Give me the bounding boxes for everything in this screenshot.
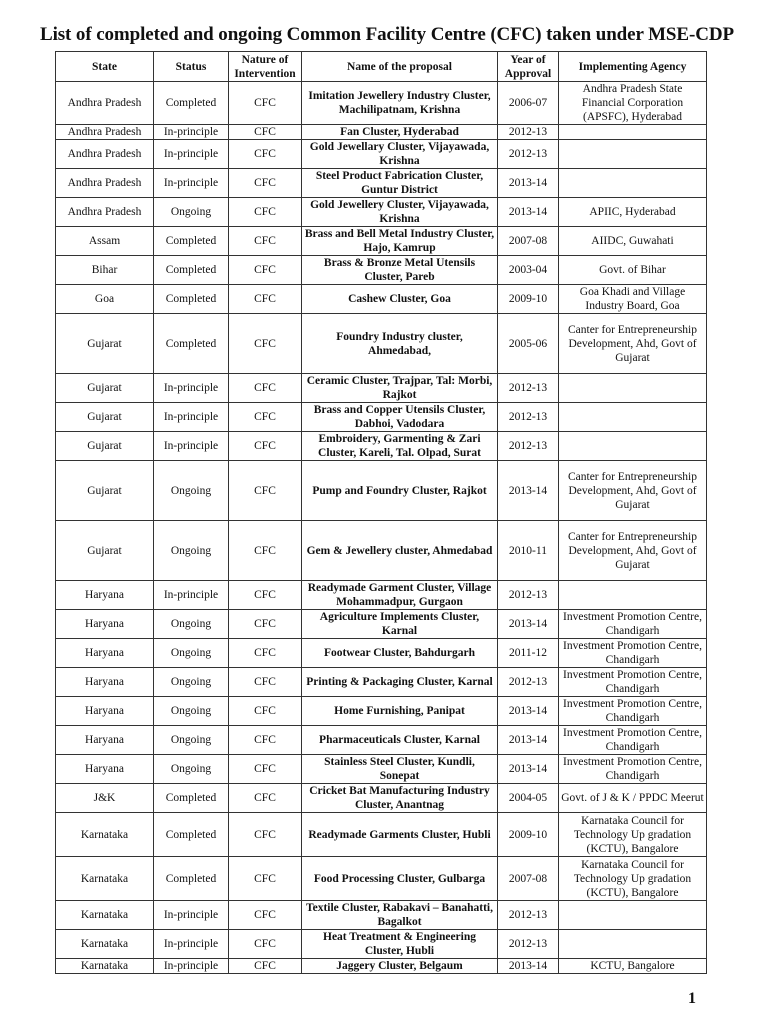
cell-proposal: Agriculture Implements Cluster, Karnal [302, 610, 498, 639]
cell-nature: CFC [229, 198, 302, 227]
cell-status: In-principle [154, 959, 229, 974]
cell-proposal: Embroidery, Garmenting & Zari Cluster, Kareli, Tal. Olpad, Surat [302, 432, 498, 461]
cell-nature: CFC [229, 726, 302, 755]
cell-status: In-principle [154, 581, 229, 610]
cell-proposal: Printing & Packaging Cluster, Karnal [302, 668, 498, 697]
cfc-table [55, 51, 707, 974]
table-row [56, 169, 707, 198]
cell-nature: CFC [229, 901, 302, 930]
cell-year: 2004-05 [498, 784, 559, 813]
cell-nature: CFC [229, 930, 302, 959]
cell-status: In-principle [154, 930, 229, 959]
cell-state: Gujarat [56, 521, 154, 581]
header-status: Status [154, 52, 229, 82]
cell-agency: Karnataka Council for Technology Up gradation (KCTU), Bangalore [559, 813, 707, 857]
cell-nature: CFC [229, 403, 302, 432]
table-row [56, 755, 707, 784]
cell-agency: Govt. of Bihar [559, 256, 707, 285]
cell-state: Gujarat [56, 403, 154, 432]
cell-state: Andhra Pradesh [56, 198, 154, 227]
cell-proposal: Gold Jewellary Cluster, Vijayawada, Krishna [302, 140, 498, 169]
cell-agency [559, 403, 707, 432]
cell-year: 2013-14 [498, 461, 559, 521]
cell-state: Haryana [56, 755, 154, 784]
cell-agency: APIIC, Hyderabad [559, 198, 707, 227]
cell-nature: CFC [229, 784, 302, 813]
cell-proposal: Steel Product Fabrication Cluster, Guntur District [302, 169, 498, 198]
cell-nature: CFC [229, 521, 302, 581]
cell-state: Karnataka [56, 857, 154, 901]
cell-proposal: Cashew Cluster, Goa [302, 285, 498, 314]
header-year: Year of Approval [498, 52, 559, 82]
cell-agency [559, 432, 707, 461]
cell-agency: Govt. of J & K / PPDC Meerut [559, 784, 707, 813]
cell-year: 2007-08 [498, 227, 559, 256]
cell-status: Ongoing [154, 639, 229, 668]
table-row [56, 227, 707, 256]
table-row [56, 857, 707, 901]
cell-proposal: Brass and Copper Utensils Cluster, Dabhoi, Vadodara [302, 403, 498, 432]
table-row [56, 784, 707, 813]
cell-proposal: Heat Treatment & Engineering Cluster, Hubli [302, 930, 498, 959]
table-row [56, 140, 707, 169]
table-row [56, 125, 707, 140]
cell-year: 2013-14 [498, 755, 559, 784]
cell-nature: CFC [229, 432, 302, 461]
cell-agency [559, 901, 707, 930]
cell-agency: Investment Promotion Centre, Chandigarh [559, 668, 707, 697]
cell-proposal: Readymade Garments Cluster, Hubli [302, 813, 498, 857]
cell-agency [559, 140, 707, 169]
cell-state: Bihar [56, 256, 154, 285]
cell-nature: CFC [229, 461, 302, 521]
cell-state: Andhra Pradesh [56, 169, 154, 198]
cell-state: Haryana [56, 581, 154, 610]
table-row [56, 256, 707, 285]
cell-state: Goa [56, 285, 154, 314]
cell-year: 2012-13 [498, 403, 559, 432]
cell-year: 2013-14 [498, 959, 559, 974]
cell-status: In-principle [154, 374, 229, 403]
cell-state: Gujarat [56, 314, 154, 374]
table-row [56, 930, 707, 959]
cell-proposal: Gem & Jewellery cluster, Ahmedabad [302, 521, 498, 581]
cell-status: In-principle [154, 403, 229, 432]
table-header-row [56, 52, 707, 82]
cell-year: 2012-13 [498, 901, 559, 930]
cell-nature: CFC [229, 755, 302, 784]
cell-year: 2013-14 [498, 726, 559, 755]
cell-proposal: Home Furnishing, Panipat [302, 697, 498, 726]
cell-state: Andhra Pradesh [56, 82, 154, 125]
cell-proposal: Readymade Garment Cluster, Village Mohammadpur, Gurgaon [302, 581, 498, 610]
cell-year: 2013-14 [498, 198, 559, 227]
cell-state: Karnataka [56, 813, 154, 857]
cell-status: Ongoing [154, 521, 229, 581]
table-row [56, 82, 707, 125]
cell-proposal: Pump and Foundry Cluster, Rajkot [302, 461, 498, 521]
table-row [56, 901, 707, 930]
cell-status: In-principle [154, 125, 229, 140]
header-state: State [56, 52, 154, 82]
cell-state: Karnataka [56, 959, 154, 974]
cell-nature: CFC [229, 256, 302, 285]
cell-proposal: Gold Jewellery Cluster, Vijayawada, Krishna [302, 198, 498, 227]
cell-status: Completed [154, 857, 229, 901]
cell-status: Completed [154, 784, 229, 813]
cell-proposal: Fan Cluster, Hyderabad [302, 125, 498, 140]
table-row [56, 432, 707, 461]
cell-state: Karnataka [56, 901, 154, 930]
cell-nature: CFC [229, 668, 302, 697]
cell-year: 2012-13 [498, 432, 559, 461]
cell-status: In-principle [154, 432, 229, 461]
cell-year: 2012-13 [498, 374, 559, 403]
cell-agency: Investment Promotion Centre, Chandigarh [559, 726, 707, 755]
cell-nature: CFC [229, 959, 302, 974]
cell-proposal: Textile Cluster, Rabakavi – Banahatti, Bagalkot [302, 901, 498, 930]
cell-nature: CFC [229, 857, 302, 901]
table-row [56, 198, 707, 227]
cell-state: Gujarat [56, 461, 154, 521]
table-row [56, 314, 707, 374]
table-row [56, 697, 707, 726]
cell-state: Andhra Pradesh [56, 125, 154, 140]
table-row [56, 374, 707, 403]
header-nature: Nature of Intervention [229, 52, 302, 82]
table-row [56, 521, 707, 581]
cell-nature: CFC [229, 610, 302, 639]
cell-status: Completed [154, 227, 229, 256]
cell-year: 2010-11 [498, 521, 559, 581]
cell-agency: Canter for Entrepreneurship Development, Ahd, Govt of Gujarat [559, 521, 707, 581]
cell-year: 2005-06 [498, 314, 559, 374]
cell-year: 2011-12 [498, 639, 559, 668]
table-row [56, 581, 707, 610]
cell-proposal: Jaggery Cluster, Belgaum [302, 959, 498, 974]
cell-nature: CFC [229, 314, 302, 374]
cell-nature: CFC [229, 125, 302, 140]
cell-agency: Investment Promotion Centre, Chandigarh [559, 639, 707, 668]
cell-nature: CFC [229, 227, 302, 256]
cell-state: Karnataka [56, 930, 154, 959]
cell-year: 2013-14 [498, 169, 559, 198]
cell-agency: Karnataka Council for Technology Up gradation (KCTU), Bangalore [559, 857, 707, 901]
cell-status: Ongoing [154, 610, 229, 639]
cell-proposal: Stainless Steel Cluster, Kundli, Sonepat [302, 755, 498, 784]
cell-agency [559, 169, 707, 198]
cell-year: 2012-13 [498, 930, 559, 959]
cell-year: 2012-13 [498, 125, 559, 140]
cell-agency: Investment Promotion Centre, Chandigarh [559, 697, 707, 726]
cell-agency [559, 930, 707, 959]
cell-status: Ongoing [154, 726, 229, 755]
cell-state: Haryana [56, 610, 154, 639]
cell-agency: AIIDC, Guwahati [559, 227, 707, 256]
cell-year: 2013-14 [498, 697, 559, 726]
cell-year: 2006-07 [498, 82, 559, 125]
cell-state: Assam [56, 227, 154, 256]
cell-nature: CFC [229, 285, 302, 314]
cell-proposal: Footwear Cluster, Bahdurgarh [302, 639, 498, 668]
cell-year: 2012-13 [498, 668, 559, 697]
cell-agency: KCTU, Bangalore [559, 959, 707, 974]
cell-proposal: Foundry Industry cluster, Ahmedabad, [302, 314, 498, 374]
cell-proposal: Brass & Bronze Metal Utensils Cluster, Pareb [302, 256, 498, 285]
table-row [56, 461, 707, 521]
cell-nature: CFC [229, 140, 302, 169]
cell-nature: CFC [229, 82, 302, 125]
cell-agency: Canter for Entrepreneurship Development, Ahd, Govt of Gujarat [559, 314, 707, 374]
cell-state: Haryana [56, 726, 154, 755]
cell-year: 2007-08 [498, 857, 559, 901]
cell-nature: CFC [229, 813, 302, 857]
table-row [56, 285, 707, 314]
cell-status: Completed [154, 82, 229, 125]
table-row [56, 813, 707, 857]
cell-nature: CFC [229, 581, 302, 610]
header-proposal: Name of the proposal [302, 52, 498, 82]
cell-agency: Investment Promotion Centre, Chandigarh [559, 610, 707, 639]
cell-proposal: Pharmaceuticals Cluster, Karnal [302, 726, 498, 755]
cell-year: 2003-04 [498, 256, 559, 285]
table-row [56, 959, 707, 974]
cell-status: Ongoing [154, 755, 229, 784]
cell-status: Completed [154, 813, 229, 857]
cell-state: Haryana [56, 668, 154, 697]
table-body [56, 82, 707, 974]
cell-proposal: Ceramic Cluster, Trajpar, Tal: Morbi, Rajkot [302, 374, 498, 403]
cell-agency [559, 125, 707, 140]
cell-proposal: Brass and Bell Metal Industry Cluster, Hajo, Kamrup [302, 227, 498, 256]
table-row [56, 610, 707, 639]
cell-status: In-principle [154, 169, 229, 198]
cell-status: In-principle [154, 901, 229, 930]
cell-state: Andhra Pradesh [56, 140, 154, 169]
cell-state: J&K [56, 784, 154, 813]
cell-nature: CFC [229, 639, 302, 668]
cell-year: 2012-13 [498, 581, 559, 610]
cell-agency: Investment Promotion Centre, Chandigarh [559, 755, 707, 784]
cell-status: Completed [154, 285, 229, 314]
cell-agency: Goa Khadi and Village Industry Board, Goa [559, 285, 707, 314]
cell-year: 2013-14 [498, 610, 559, 639]
cell-status: In-principle [154, 140, 229, 169]
cell-agency: Andhra Pradesh State Financial Corporation (APSFC), Hyderabad [559, 82, 707, 125]
cell-status: Ongoing [154, 697, 229, 726]
table-row [56, 403, 707, 432]
cell-status: Completed [154, 314, 229, 374]
table-row [56, 668, 707, 697]
cell-agency: Canter for Entrepreneurship Development, Ahd, Govt of Gujarat [559, 461, 707, 521]
cell-state: Gujarat [56, 374, 154, 403]
table-row [56, 726, 707, 755]
document-title: List of completed and ongoing Common Facility Centre (CFC) taken under MSE-CDP [40, 24, 734, 45]
cell-proposal: Food Processing Cluster, Gulbarga [302, 857, 498, 901]
cell-state: Haryana [56, 697, 154, 726]
cell-state: Haryana [56, 639, 154, 668]
cell-status: Ongoing [154, 461, 229, 521]
cell-agency [559, 581, 707, 610]
cell-nature: CFC [229, 374, 302, 403]
cell-proposal: Cricket Bat Manufacturing Industry Cluster, Anantnag [302, 784, 498, 813]
cell-year: 2012-13 [498, 140, 559, 169]
table-row [56, 639, 707, 668]
header-agency: Implementing Agency [559, 52, 707, 82]
cell-status: Ongoing [154, 198, 229, 227]
cell-year: 2009-10 [498, 813, 559, 857]
cell-status: Completed [154, 256, 229, 285]
cell-nature: CFC [229, 697, 302, 726]
cell-proposal: Imitation Jewellery Industry Cluster, Machilipatnam, Krishna [302, 82, 498, 125]
cell-state: Gujarat [56, 432, 154, 461]
cell-status: Ongoing [154, 668, 229, 697]
page-number: 1 [688, 990, 696, 1007]
cell-year: 2009-10 [498, 285, 559, 314]
cell-agency [559, 374, 707, 403]
cell-nature: CFC [229, 169, 302, 198]
